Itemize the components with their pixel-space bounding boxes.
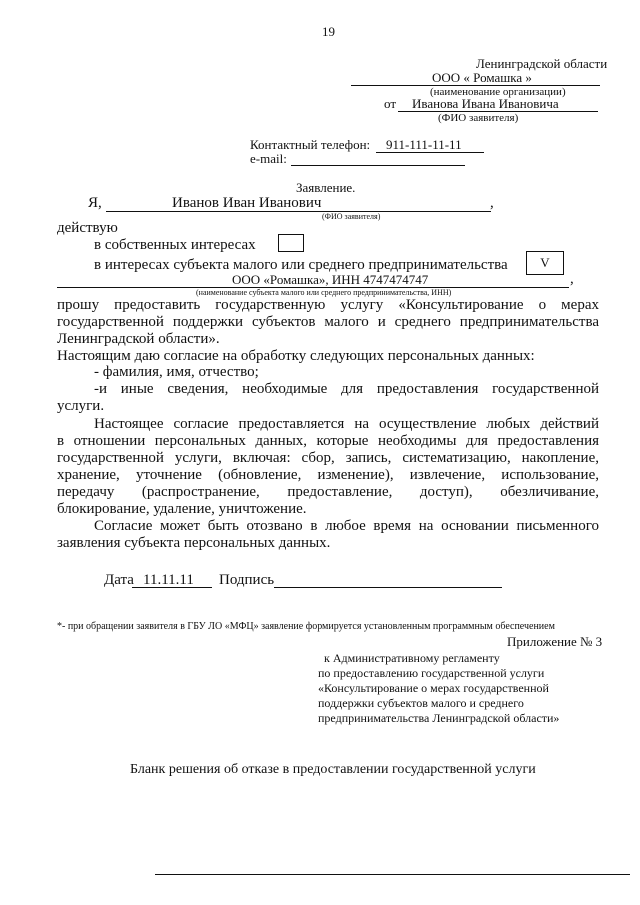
email-line: [291, 165, 465, 166]
applicant-name: Иванов Иван Иванович: [172, 195, 322, 211]
para1-line3: Ленинградской области».: [57, 331, 220, 347]
sme-caption: (наименование субъекта малого или среднего предпринимательства, ИНН): [196, 288, 452, 297]
date-value: 11.11.11: [143, 572, 194, 588]
acting-label: действую: [57, 220, 118, 236]
appendix-line1: к Административному регламенту: [324, 651, 500, 665]
signature-line: [274, 587, 502, 588]
para2-line6: блокирование, удаление, уничтожение.: [57, 501, 307, 517]
para3-line2: заявления субъекта персональных данных.: [57, 535, 331, 551]
fio-caption-applicant: (ФИО заявителя): [322, 212, 381, 221]
appendix-line5: предпринимательства Ленинградской области»: [318, 711, 560, 725]
form-title: Бланк решения об отказе в предоставлении государственной услуги: [130, 762, 536, 777]
footnote: *- при обращении заявителя в ГБУ ЛО «МФЦ» заявление формируется установленным программным обеспечением: [57, 621, 555, 632]
org-name: ООО « Ромашка »: [432, 70, 532, 85]
own-interests-checkbox[interactable]: [278, 234, 304, 252]
email-label: e-mail:: [250, 151, 287, 166]
sme-interests-checkbox[interactable]: V: [526, 251, 564, 275]
ya-label: Я,: [88, 195, 102, 211]
consent-item2-cont: услуги.: [57, 398, 105, 414]
appendix-line4: поддержки субъектов малого и среднего: [318, 696, 524, 710]
org-caption: (наименование организации): [430, 86, 566, 98]
from-prefix: от: [384, 96, 397, 111]
para2-line3: государственной услуги, включая: сбор, запись, систематизацию, накопление,: [57, 450, 599, 466]
signature-label: Подпись: [219, 572, 275, 588]
appendix-title: Приложение № 3: [507, 634, 603, 649]
applicant-comma: ,: [490, 195, 494, 211]
consent-item2: -и иные сведения, необходимые для предоставления государственной: [94, 381, 599, 397]
statement-title: Заявление.: [296, 180, 356, 195]
phone-value: 911-111-11-11: [386, 137, 462, 152]
para2-line2: в отношении персональных данных, которые необходимы для предоставления: [57, 433, 599, 449]
appendix-line3: «Консультирование о мерах государственной: [318, 681, 549, 695]
bottom-rule: [155, 874, 630, 875]
region-text: Ленинградской области: [476, 56, 608, 71]
consent-intro: Настоящим даю согласие на обработку следующих персональных данных:: [57, 348, 535, 364]
para1-line1: прошу предоставить государственную услугу «Консультирование о мерах: [57, 297, 599, 313]
para2-line1: Настоящее согласие предоставляется на осуществление любых действий: [94, 416, 599, 432]
para2-line4: хранение, уточнение (обновление, изменение), извлечение, использование,: [57, 467, 599, 483]
fio-caption-header: (ФИО заявителя): [438, 112, 519, 124]
page-number: 19: [322, 24, 335, 39]
para3-line1: Согласие может быть отозвано в любое время на основании письменного: [94, 518, 599, 534]
from-name: Иванова Ивана Ивановича: [412, 96, 559, 111]
consent-item1: - фамилия, имя, отчество;: [94, 364, 259, 380]
sme-name: ООО «Ромашка», ИНН 4747474747: [232, 272, 429, 287]
phone-label: Контактный телефон:: [250, 137, 371, 152]
para2-line5: передачу (распространение, предоставление, доступ), обезличивание,: [57, 484, 599, 500]
own-interests-label: в собственных интересах: [94, 237, 256, 253]
date-label: Дата: [104, 572, 134, 588]
sme-interests-label: в интересах субъекта малого или среднего предпринимательства: [94, 257, 508, 273]
appendix-line2: по предоставлению государственной услуги: [318, 666, 545, 680]
para1-line2: государственной поддержки субъектов малого и среднего предпринимательства: [57, 314, 599, 330]
sme-comma: ,: [570, 271, 574, 287]
